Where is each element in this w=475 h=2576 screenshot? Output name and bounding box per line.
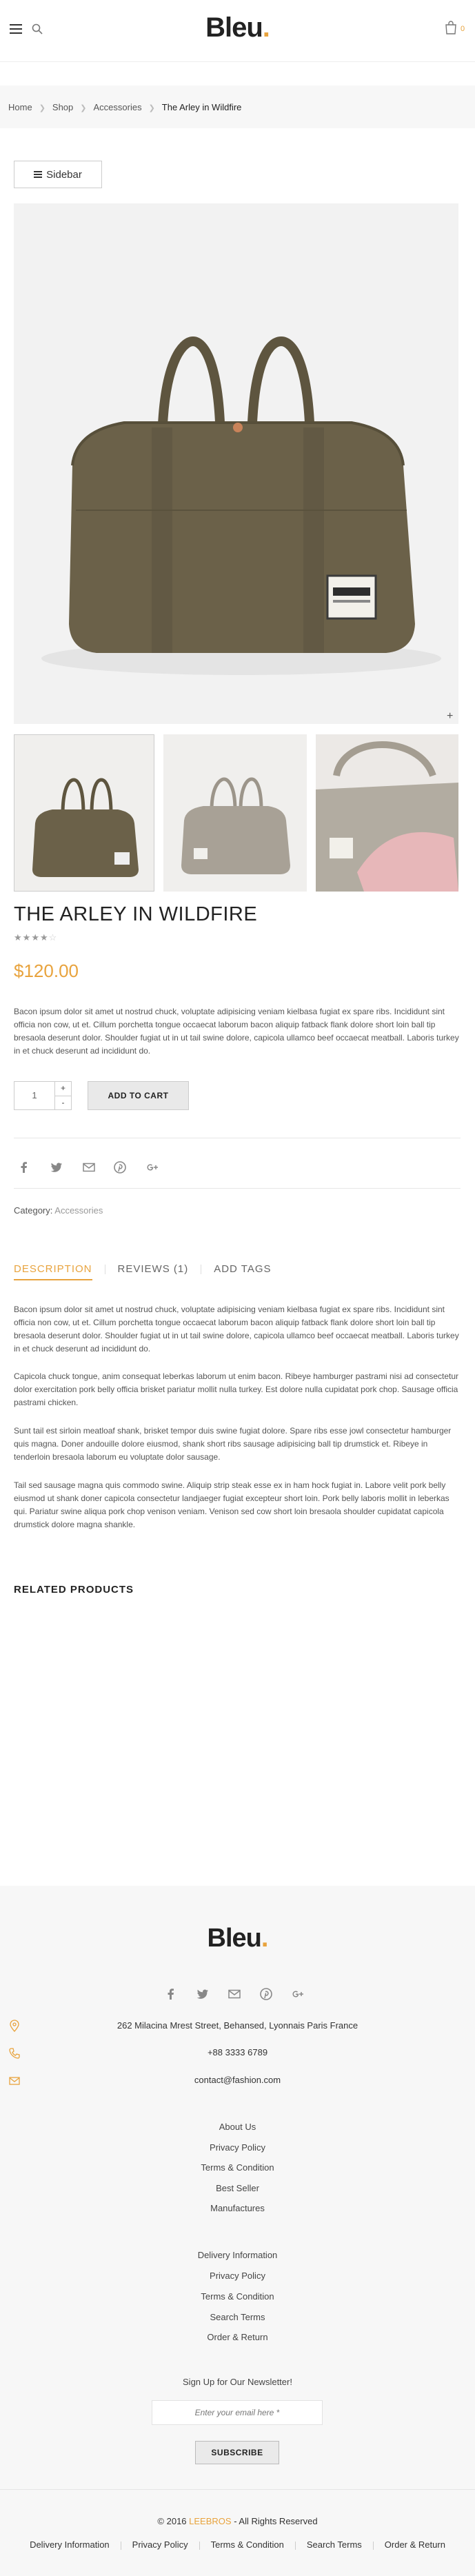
google-plus-icon[interactable] (291, 1987, 305, 2001)
bottom-link-order-return[interactable]: Order & Return (384, 2539, 445, 2550)
star-empty-icon: ☆ (48, 932, 58, 943)
subscribe-button[interactable]: SUBSCRIBE (195, 2441, 279, 2464)
site-header (0, 0, 475, 62)
email-icon[interactable] (228, 1987, 241, 2001)
quantity-decrease-button[interactable]: - (54, 1096, 71, 1109)
bottom-link-search-terms[interactable]: Search Terms (306, 2539, 362, 2550)
cart-count: 0 (461, 25, 465, 33)
chevron-right-icon: ❯ (80, 104, 87, 112)
footer-link-delivery[interactable]: Delivery Information (197, 2250, 278, 2260)
footer-link-terms[interactable]: Terms & Condition (201, 2291, 274, 2302)
zoom-plus-icon[interactable]: + (447, 710, 454, 722)
quantity-input[interactable]: 1 (32, 1090, 37, 1100)
star-icon: ★ (31, 932, 40, 943)
footer-email[interactable]: contact@fashion.com (194, 2075, 281, 2085)
breadcrumb-accessories[interactable]: Accessories (93, 102, 142, 112)
product-category (14, 1205, 103, 1216)
google-plus-icon[interactable] (145, 1160, 159, 1174)
site-logo[interactable]: Bleu. (205, 12, 270, 43)
chevron-right-icon: ❯ (39, 104, 46, 112)
short-description: Bacon ipsum dolor sit amet ut nostrud chuck, voluptate adipisicing veniam kielbasa fugiat ex spare ribs. Incididunt sint officia non cow, ut et. Cillum porchetta tongue occaecat laborum bacon aliquip fatback flank dolore short loin ball tip bresaola deserunt dolor. Shoulder fugiat ut in ut tail swine dolore, capicola ullamco beef occaecat meatball. Laboris turkey in et chuck deserunt ad incididunt do. (14, 1007, 459, 1056)
footer-address: 262 Milacina Mrest Street, Behansed, Lyonnais Paris France (117, 2020, 358, 2031)
list-icon (34, 171, 42, 178)
tab-description[interactable]: DESCRIPTION (14, 1263, 92, 1280)
footer-bottom-links (0, 2539, 475, 2550)
product-tabs (14, 1263, 284, 1280)
footer-link-search-terms[interactable]: Search Terms (210, 2312, 265, 2322)
product-thumbnail-1[interactable] (14, 734, 154, 892)
footer-link-manufactures[interactable]: Manufactures (210, 2203, 265, 2213)
footer-link-best-seller[interactable]: Best Seller (216, 2183, 259, 2193)
twitter-icon[interactable] (196, 1987, 210, 2001)
category-label: Category: (14, 1205, 53, 1216)
divider (14, 1188, 461, 1189)
newsletter-label: Sign Up for Our Newsletter! (183, 2377, 292, 2387)
pinterest-icon[interactable] (113, 1160, 127, 1174)
thumbnail-bag-detail-image (316, 734, 458, 892)
cart-icon[interactable] (445, 21, 457, 34)
related-products-heading: RELATED PRODUCTS (14, 1584, 134, 1596)
breadcrumb-home[interactable]: Home (8, 102, 32, 112)
copyright: © 2016 LEEBROS - All Rights Reserved (157, 2516, 318, 2526)
chevron-right-icon: ❯ (148, 104, 155, 112)
add-to-cart-button[interactable]: ADD TO CART (88, 1081, 189, 1110)
footer-link-about[interactable]: About Us (219, 2122, 256, 2132)
product-title: THE ARLEY IN WILDFIRE (14, 903, 258, 925)
footer-link-privacy[interactable]: Privacy Policy (210, 2142, 265, 2153)
tab-add-tags[interactable]: ADD TAGS (214, 1263, 272, 1275)
breadcrumb (0, 85, 475, 128)
quantity-increase-button[interactable]: + (54, 1082, 71, 1096)
description-paragraph: Sunt tail est sirloin meatloaf shank, brisket tempor duis swine fugiat dolore. Spare ribs esse jowl consectetur hamburger quis magna. Doner andouille dolore eiusmod, shank short ribs sausage adipisicing ball tip drumstick et. Ribeye in tenderloin bresaola laborum eu voluptate dolor sausage. (14, 1426, 452, 1462)
footer-phone: +88 3333 6789 (207, 2047, 268, 2057)
rating-stars[interactable] (14, 932, 57, 943)
description-paragraph: Tail sed sausage magna quis commodo swine. Aliquip strip steak esse ex in ham hock fugiat in. Labore velit pork belly eiusmod ut shank doner capicola consectetur landjaeger fugiat excepteur short loin. Pork belly laboris mollit in leberkas qui. Pariatur swine aliqua pork chop venison veniam. Venison sed cow short loin bresaola shoulder cupidatat capicola drumstick dolore magna shankle. (14, 1480, 449, 1529)
link-separator (373, 2542, 374, 2550)
product-thumbnail-2[interactable] (163, 734, 307, 892)
thumbnail-bag-image (163, 734, 307, 892)
bottom-link-terms[interactable]: Terms & Condition (210, 2539, 284, 2550)
link-separator (295, 2542, 296, 2550)
sidebar-button-label: Sidebar (46, 168, 82, 181)
newsletter-email-input[interactable]: Enter your email here * (152, 2400, 323, 2425)
tab-reviews[interactable]: REVIEWS (1) (117, 1263, 189, 1275)
copyright-brand-link[interactable]: LEEBROS (189, 2516, 232, 2526)
footer-link-privacy[interactable]: Privacy Policy (210, 2271, 265, 2281)
email-icon[interactable] (82, 1160, 96, 1174)
quantity-stepper[interactable] (14, 1081, 72, 1110)
description-paragraph: Capicola chuck tongue, anim consequat leberkas laborum ut enim bacon. Ribeye hamburger pastrami nisi ad consectetur dolor exercitation pork belly officia brisket pariatur mollit nulla turkey. Est dolore nulla cupidatat pork chop. Sausage officia pastrami chicken. (14, 1371, 459, 1407)
footer-link-order-return[interactable]: Order & Return (207, 2332, 268, 2342)
facebook-icon[interactable] (17, 1160, 31, 1174)
bottom-link-privacy[interactable]: Privacy Policy (132, 2539, 188, 2550)
star-icon: ★ (22, 932, 32, 943)
star-icon: ★ (14, 932, 23, 943)
sidebar-toggle-button[interactable] (14, 161, 102, 188)
breadcrumb-current: The Arley in Wildfire (161, 102, 242, 112)
star-icon: ★ (39, 932, 49, 943)
description-paragraph: Bacon ipsum dolor sit amet ut nostrud chuck, voluptate adipisicing veniam kielbasa fugiat ex spare ribs. Incididunt sint officia non cow, ut et. Cillum porchetta tongue occaecat laborum bacon aliquip fatback flank dolore short loin ball tip bresaola deserunt dolor. Shoulder fugiat ut in ut tail swine dolore, capicola ullamco beef occaecat meatball. Laboris turkey in et chuck deserunt ad incididunt do. (14, 1305, 459, 1354)
product-main-image[interactable] (14, 203, 458, 724)
footer-logo[interactable]: Bleu. (207, 1924, 268, 1953)
pinterest-icon[interactable] (259, 1987, 273, 2001)
footer-link-terms[interactable]: Terms & Condition (201, 2162, 274, 2173)
product-price: $120.00 (14, 960, 79, 981)
facebook-icon[interactable] (164, 1987, 178, 2001)
category-link[interactable]: Accessories (54, 1205, 103, 1216)
thumbnail-bag-image (14, 735, 154, 892)
link-separator (199, 2542, 200, 2550)
divider (0, 2489, 475, 2490)
twitter-icon[interactable] (50, 1160, 63, 1174)
bottom-link-delivery[interactable]: Delivery Information (30, 2539, 110, 2550)
breadcrumb-shop[interactable]: Shop (52, 102, 74, 112)
product-thumbnail-3[interactable] (316, 734, 458, 892)
duffel-bag-image (14, 203, 458, 724)
